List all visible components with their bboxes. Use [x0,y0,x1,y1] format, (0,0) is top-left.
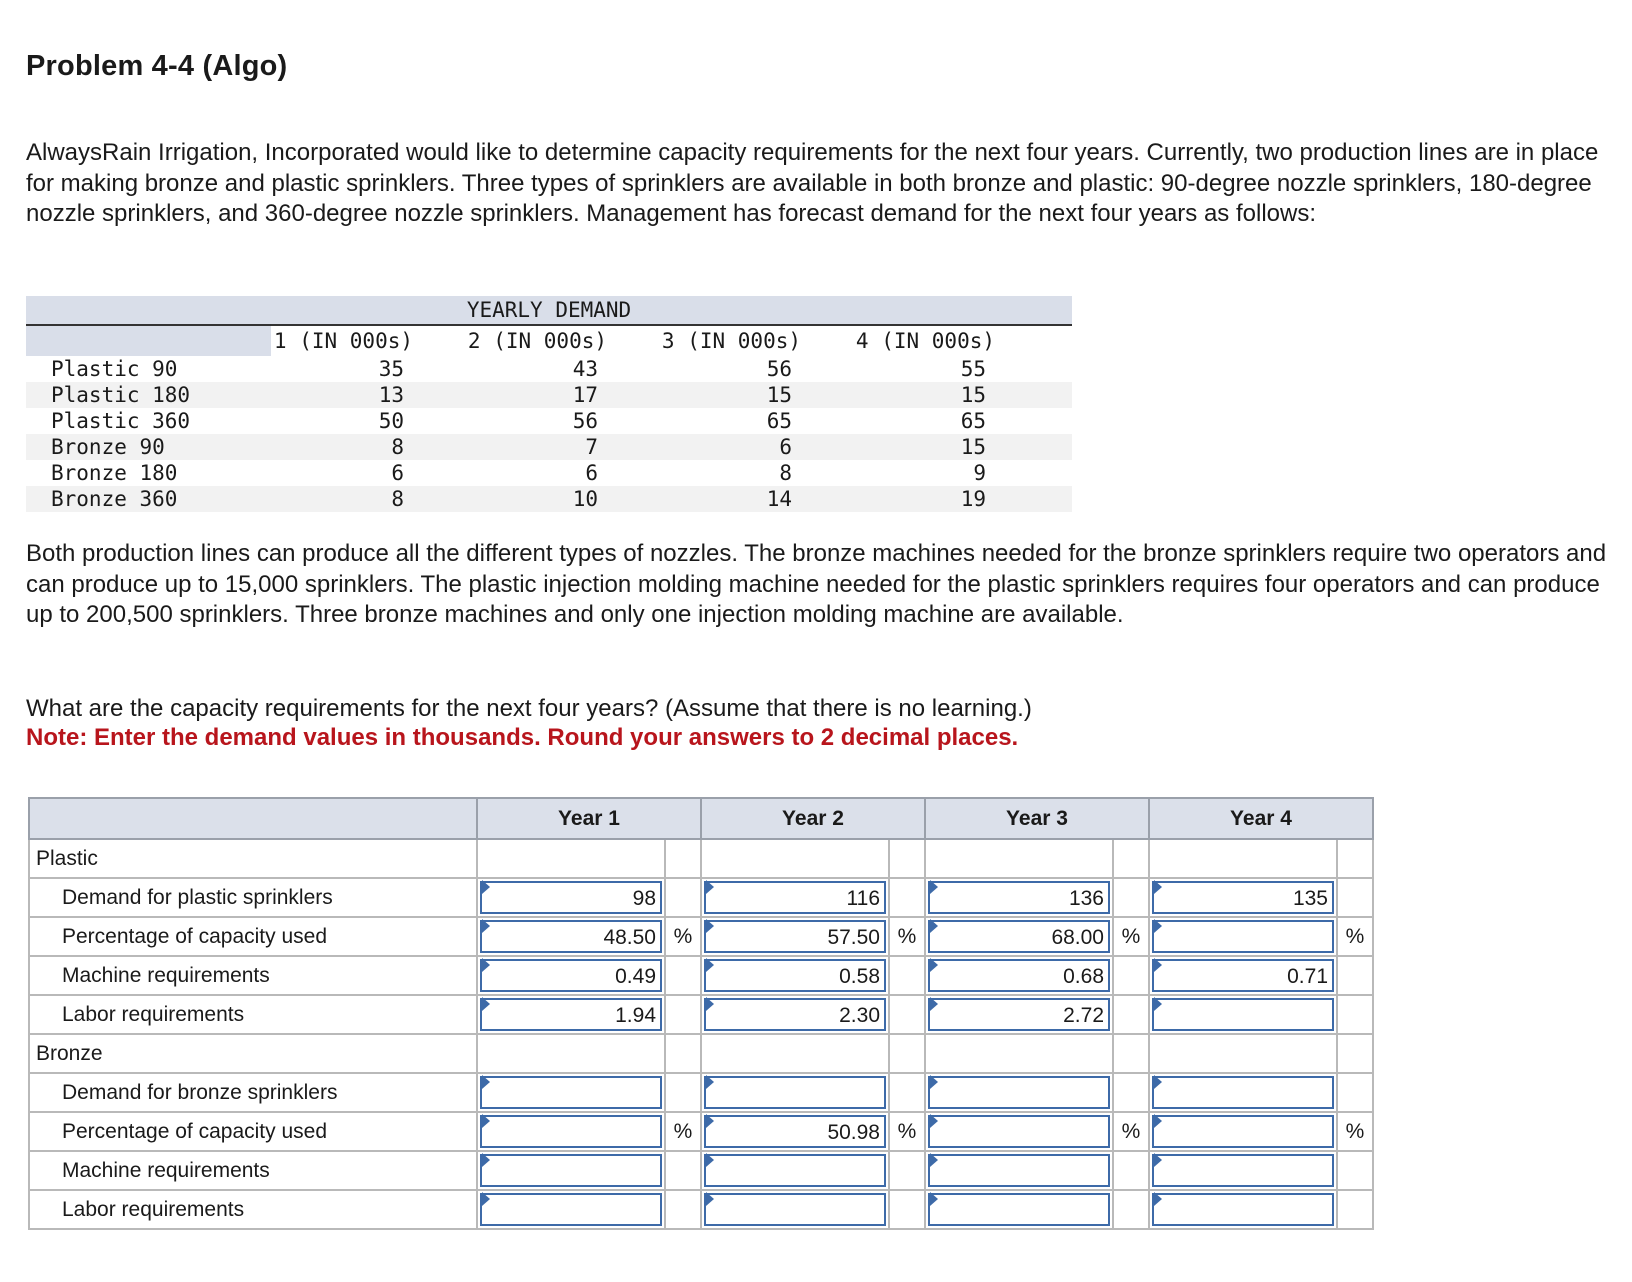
unit-label [1113,995,1149,1034]
unit-label [1337,956,1373,995]
answer-input-cell [925,995,1113,1034]
answer-header-blank [29,798,477,839]
demand-cell: 9 [973,461,986,485]
empty-cell [1113,1034,1149,1073]
answer-input[interactable] [1152,1076,1334,1109]
answer-input[interactable]: 2.72 [928,998,1110,1031]
answer-input[interactable] [480,1115,662,1148]
answer-input[interactable] [704,1154,886,1187]
unit-label [665,995,701,1034]
answer-input[interactable]: 0.58 [704,959,886,992]
unit-label [1337,1151,1373,1190]
demand-cell: 55 [960,357,986,381]
empty-cell [1337,1034,1373,1073]
production-paragraph: Both production lines can produce all the different types of nozzles. The bronze machines needed for the bronze sprinklers require two operators and can produce up to 15,000 sprinklers. The plastic injection molding machine needed for the plastic sprinklers requires four operators and can produce up to 200,500 sprinklers. Three bronze machines and only one injection molding machine are available. [26,540,1607,628]
demand-cell: 65 [766,409,792,433]
answer-input-cell [925,1112,1113,1151]
answer-input-cell [925,1151,1113,1190]
answer-row [29,878,1373,917]
answer-input-cell [477,878,665,917]
answer-input[interactable] [1152,1154,1334,1187]
answer-row-label: Labor requirements [29,1190,477,1229]
unit-label [1337,995,1373,1034]
answer-input[interactable]: 98 [480,881,662,914]
answer-input[interactable]: 116 [704,881,886,914]
answer-input-cell [701,1190,889,1229]
answer-input[interactable] [1152,920,1334,953]
demand-row-label: Plastic 90 [51,357,178,381]
answer-row [29,956,1373,995]
unit-label [1337,1190,1373,1229]
demand-column-headers [26,326,1072,356]
demand-cell: 50 [378,409,404,433]
unit-label [665,1190,701,1229]
empty-cell [1337,839,1373,878]
empty-cell [477,1034,665,1073]
answer-input-cell [1149,878,1337,917]
answer-input[interactable]: 2.30 [704,998,886,1031]
answer-input-cell [477,1151,665,1190]
answer-input[interactable] [1152,1193,1334,1226]
demand-row [26,408,1072,434]
answer-input[interactable] [1152,1115,1334,1148]
unit-label [665,956,701,995]
answer-input[interactable]: 0.68 [928,959,1110,992]
answer-input[interactable] [704,1076,886,1109]
demand-cell: 6 [391,461,404,485]
answer-input-cell [1149,1151,1337,1190]
section-row [29,839,1373,878]
unit-label [889,878,925,917]
answer-row-label: Machine requirements [29,956,477,995]
unit-label: % [665,917,701,956]
demand-cell: 17 [572,383,598,407]
question-text: What are the capacity requirements for the next four years? (Assume that there is no learning.) [26,695,1032,722]
unit-label [1113,1190,1149,1229]
answer-input[interactable]: 50.98 [704,1115,886,1148]
demand-cell: 14 [766,487,792,511]
answer-input-cell [701,995,889,1034]
answer-input-cell [1149,1073,1337,1112]
answer-input[interactable] [480,1076,662,1109]
intro-paragraph: AlwaysRain Irrigation, Incorporated would like to determine capacity requirements for the next four years. Currently, two production lines are in place for making bronze and plastic sprinklers. Three types of sprinklers are available in both bronze and plastic: 90-degree nozzle sprinklers, 180-degree nozzle sprinklers, and 360-degree nozzle sprinklers. Management has forecast demand for the next four years as follows: [26,139,1599,227]
page-title: Problem 4-4 (Algo) [26,50,288,82]
demand-row-label: Bronze 360 [51,487,178,511]
answer-row-label: Demand for plastic sprinklers [29,878,477,917]
empty-cell [1113,839,1149,878]
answer-input[interactable]: 68.00 [928,920,1110,953]
answer-input-cell [477,995,665,1034]
unit-label [889,995,925,1034]
demand-row-label: Plastic 360 [51,409,191,433]
unit-label [889,1073,925,1112]
demand-cell: 8 [779,461,792,485]
demand-cell: 6 [585,461,598,485]
demand-cell: 43 [572,357,598,381]
note-text: Note: Enter the demand values in thousands. Round your answers to 2 decimal places. [26,724,1019,751]
yearly-demand-heading: YEARLY DEMAND [466,298,632,322]
unit-label: % [665,1112,701,1151]
demand-row-label: Bronze 90 [51,435,165,459]
answer-input-cell [701,1151,889,1190]
answer-row [29,1190,1373,1229]
unit-label: % [1113,1112,1149,1151]
empty-cell [925,839,1113,878]
demand-col-3: 3 (IN 000s) [661,329,801,353]
answer-row-label: Machine requirements [29,1151,477,1190]
answer-input-cell [701,956,889,995]
year-2-header: Year 2 [701,798,925,839]
unit-label [1113,1151,1149,1190]
answer-input-cell [925,1190,1113,1229]
demand-cell: 15 [960,435,986,459]
empty-cell [701,839,889,878]
answer-input[interactable] [480,1193,662,1226]
demand-cell: 56 [766,357,792,381]
answer-input-cell [925,917,1113,956]
demand-row [26,434,1072,460]
demand-cell: 6 [779,435,792,459]
answer-input-cell [701,878,889,917]
unit-label [665,1073,701,1112]
demand-cell: 19 [960,487,986,511]
demand-cell: 15 [766,383,792,407]
unit-label [1113,1073,1149,1112]
empty-cell [1149,1034,1337,1073]
unit-label [1337,878,1373,917]
demand-cell: 65 [960,409,986,433]
answer-input-cell [1149,917,1337,956]
demand-row [26,356,1072,382]
answer-input[interactable] [928,1115,1110,1148]
unit-label [889,1151,925,1190]
answer-input-cell [477,917,665,956]
answer-input[interactable] [928,1193,1110,1226]
answer-row [29,1151,1373,1190]
answer-input[interactable] [928,1154,1110,1187]
demand-col-1: 1 (IN 000s) [273,329,413,353]
answer-row-label: Percentage of capacity used [29,1112,477,1151]
answer-input[interactable]: 0.71 [1152,959,1334,992]
year-3-header: Year 3 [925,798,1149,839]
answer-input[interactable] [928,1076,1110,1109]
unit-label: % [889,1112,925,1151]
answer-row [29,1112,1373,1151]
answer-input-cell [701,917,889,956]
answer-row-label: Labor requirements [29,995,477,1034]
answer-row [29,917,1373,956]
answer-input-cell [1149,956,1337,995]
demand-cell: 13 [378,383,404,407]
demand-row [26,460,1072,486]
unit-label [665,1151,701,1190]
unit-label [889,1190,925,1229]
demand-cell: 56 [572,409,598,433]
answer-input[interactable] [704,1193,886,1226]
demand-col-2: 2 (IN 000s) [467,329,607,353]
answer-input[interactable] [480,1154,662,1187]
unit-label [889,956,925,995]
unit-label [1113,956,1149,995]
answer-row [29,1073,1373,1112]
demand-row [26,486,1072,512]
demand-cell: 8 [391,487,404,511]
empty-cell [925,1034,1113,1073]
answer-input-cell [701,1073,889,1112]
answer-input-cell [1149,1190,1337,1229]
demand-cell: 10 [572,487,598,511]
answer-input-cell [477,1073,665,1112]
answer-table [28,797,1374,1230]
answer-input-cell [1149,1112,1337,1151]
answer-input[interactable]: 1.94 [480,998,662,1031]
demand-row-label: Bronze 180 [51,461,178,485]
empty-cell [665,1034,701,1073]
answer-input[interactable]: 0.49 [480,959,662,992]
demand-col-4: 4 (IN 000s) [855,329,995,353]
answer-input[interactable]: 57.50 [704,920,886,953]
demand-cell: 15 [960,383,986,407]
answer-input-cell [925,956,1113,995]
year-1-header: Year 1 [477,798,701,839]
demand-cell: 8 [391,435,404,459]
answer-input[interactable]: 135 [1152,881,1334,914]
section-row [29,1034,1373,1073]
answer-input-cell [925,878,1113,917]
unit-label [665,878,701,917]
demand-row [26,382,1072,408]
answer-input-cell [1149,995,1337,1034]
unit-label: % [1337,917,1373,956]
unit-label: % [1113,917,1149,956]
answer-input-cell [477,956,665,995]
answer-input[interactable] [1152,998,1334,1031]
answer-input-cell [477,1190,665,1229]
section-label: Plastic [29,839,477,878]
empty-cell [665,839,701,878]
answer-input-cell [701,1112,889,1151]
unit-label: % [1337,1112,1373,1151]
unit-label [1113,878,1149,917]
answer-input[interactable]: 136 [928,881,1110,914]
unit-label [1337,1073,1373,1112]
demand-table [26,296,1072,512]
unit-label: % [889,917,925,956]
section-label: Bronze [29,1034,477,1073]
answer-row [29,995,1373,1034]
year-4-header: Year 4 [1149,798,1373,839]
empty-cell [477,839,665,878]
answer-input-cell [925,1073,1113,1112]
answer-row-label: Percentage of capacity used [29,917,477,956]
empty-cell [701,1034,889,1073]
demand-cell: 35 [378,357,404,381]
demand-table-header [26,296,1072,326]
demand-cell: 7 [585,435,598,459]
empty-cell [1149,839,1337,878]
answer-input-cell [477,1112,665,1151]
answer-input[interactable]: 48.50 [480,920,662,953]
demand-row-label: Plastic 180 [51,383,191,407]
answer-row-label: Demand for bronze sprinklers [29,1073,477,1112]
empty-cell [889,1034,925,1073]
empty-cell [889,839,925,878]
